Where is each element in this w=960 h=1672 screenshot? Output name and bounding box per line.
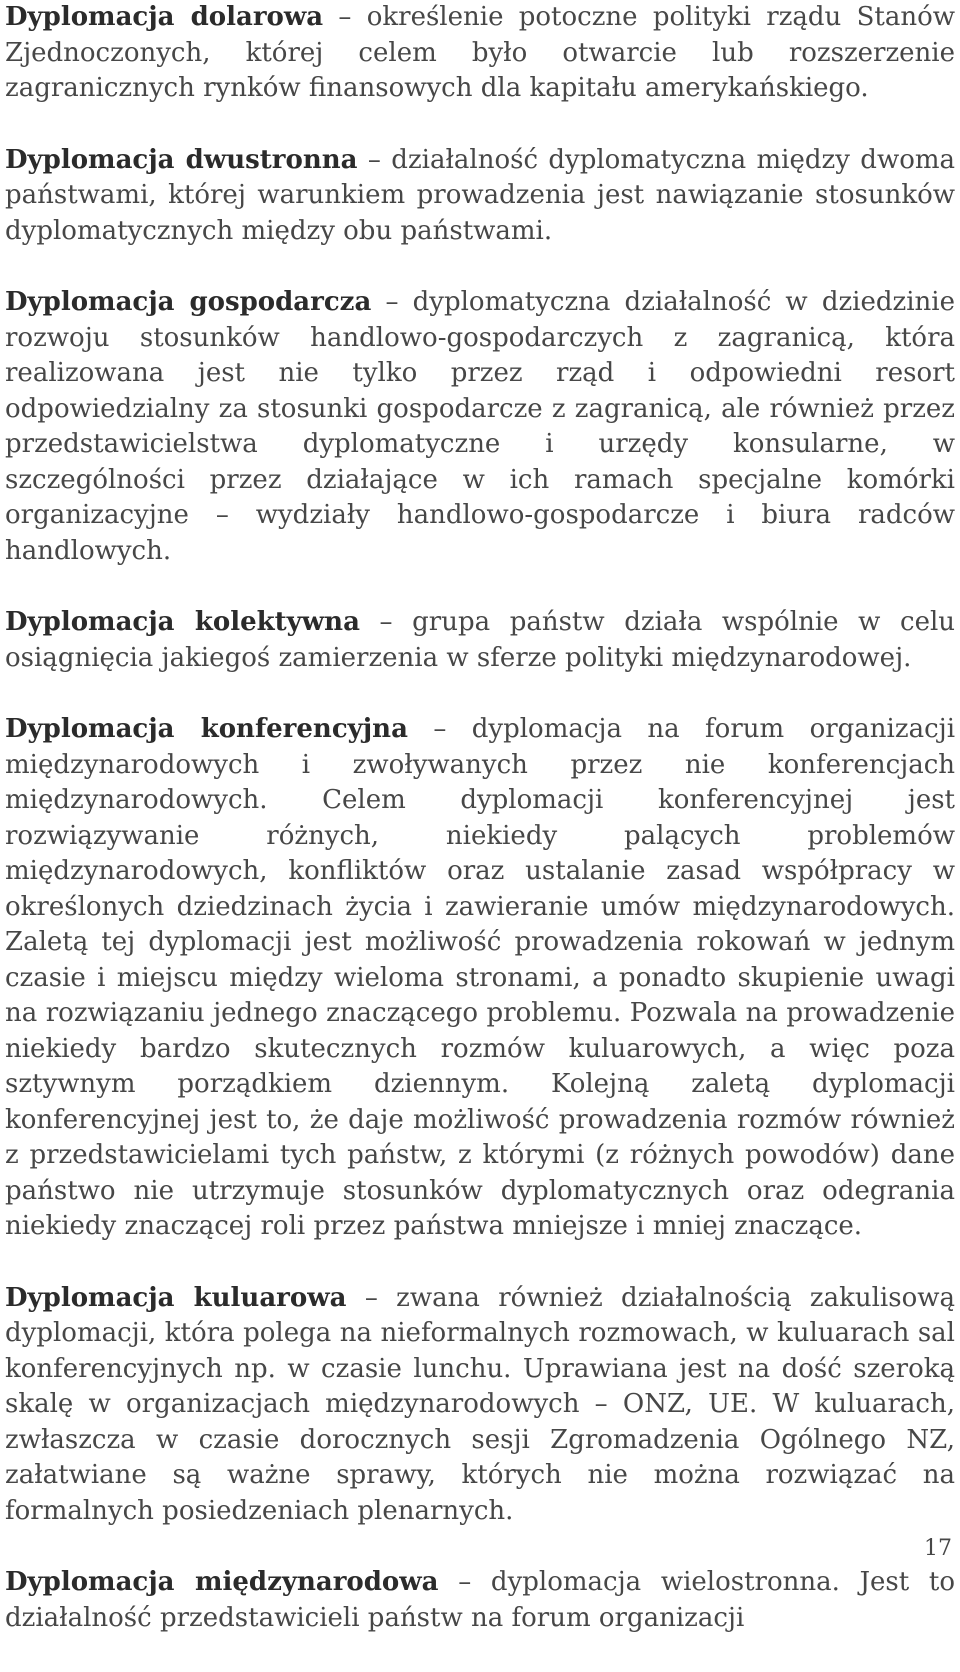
entry-definition: dyplomacja wielostronna. Jest to działalność przedstawicieli państw na forum organizacji [5,1567,956,1633]
entry-dyplomacja-kolektywna [5,605,955,676]
document-page [5,0,955,1672]
entry-definition: dyplomatyczna działalność w dziedzinie rozwoju stosunków handlowo-gospodarczych z zagranicą, która realizowana jest nie tylko przez rząd i odpowiedni resort odpowiedzialny za stosunki gospodarcze z zagranicą, ale również przez przedstawicielstwa dyplomatyczne i urzędy konsularne, w szczególności przez działające w ich ramach specjalne komórki organizacyjne – wydziały handlowo-gospodarcze i biura radców handlowych. [5,287,955,566]
entry-term: Dyplomacja gospodarcza [5,287,372,317]
entry-definition: dyplomacja na forum organizacji międzynarodowych i zwoływanych przez nie konferencjach międzynarodowych. Celem dyplomacji konferencyjnej jest rozwiązywanie różnych, niekiedy palących problemów międzynarodowych, konfliktów oraz ustalanie zasad współpracy w określonych dziedzinach życia i zawieranie umów międzynarodowych. Zaletą tej dyplomacji jest możliwość prowadzenia rokowań w jednym czasie i miejscu między wieloma stronami, a ponadto skupienie uwagi na rozwiązaniu jednego znaczącego problemu. Pozwala na prowadzenie niekiedy bardzo skutecznych rozmów kuluarowych, a więc poza sztywnym porządkiem dziennym. Kolejną zaletą dyplomacji konferencyjnej jest to, że daje możliwość prowadzenia rozmów również z przedstawicielami tych państw, z którymi (z różnych powodów) dane państwo nie utrzymuje stosunków dyplomatycznych oraz odegrania niekiedy znaczącej roli przez państwa mniejsze i mniej znaczące. [5,714,956,1241]
entry-definition: zwana również działalnością zakulisową dyplomacji, która polega na nieformalnych rozmowach, w kuluarach sal konferencyjnych np. w czasie lunchu. Uprawiana jest na dość szeroką skalę w organizacjach międzynarodowych – ONZ, UE. W kuluarach, zwłaszcza w czasie dorocznych sesji Zgromadzenia Ogólnego NZ, załatwiane są ważne sprawy, których nie można rozwiązać na formalnych posiedzeniach plenarnych. [5,1282,956,1526]
entry-term: Dyplomacja konferencyjna [5,714,408,744]
entry-dash: – [433,714,447,744]
entry-dyplomacja-kuluarowa [5,1281,955,1530]
entry-dash: – [379,607,393,637]
entry-definition: działalność dyplomatyczna między dwoma państwami, której warunkiem prowadzenia jest nawiązanie stosunków dyplomatycznych między obu państwami. [5,144,956,246]
entry-dash: – [385,287,399,317]
entry-dash: – [364,1282,378,1313]
entry-dyplomacja-dwustronna [5,143,955,250]
entry-dyplomacja-dolarowa [5,0,955,107]
entry-dyplomacja-gospodarcza [5,285,955,569]
entry-term: Dyplomacja dolarowa [5,2,324,32]
entry-term: Dyplomacja kolektywna [5,607,360,637]
entry-term: Dyplomacja międzynarodowa [5,1567,439,1597]
entry-dash: – [367,144,381,175]
entry-dyplomacja-konferencyjna [5,712,955,1245]
entry-definition: określenie potoczne polityki rządu Stanów Zjednoczonych, której celem było otwarcie lub rozszerzenie zagranicznych rynków finansowych dla kapitału amerykańskiego. [5,2,956,103]
entry-dash: – [338,2,352,32]
entry-dyplomacja-miedzynarodowa [5,1565,955,1636]
entry-term: Dyplomacja kuluarowa [5,1282,347,1313]
entry-dash: – [458,1567,472,1597]
page-number: 17 [924,1536,952,1561]
entry-term: Dyplomacja dwustronna [5,144,358,175]
entry-definition: grupa państw działa wspólnie w celu osiągnięcia jakiegoś zamierzenia w sferze polityki międzynarodowej. [5,607,956,673]
